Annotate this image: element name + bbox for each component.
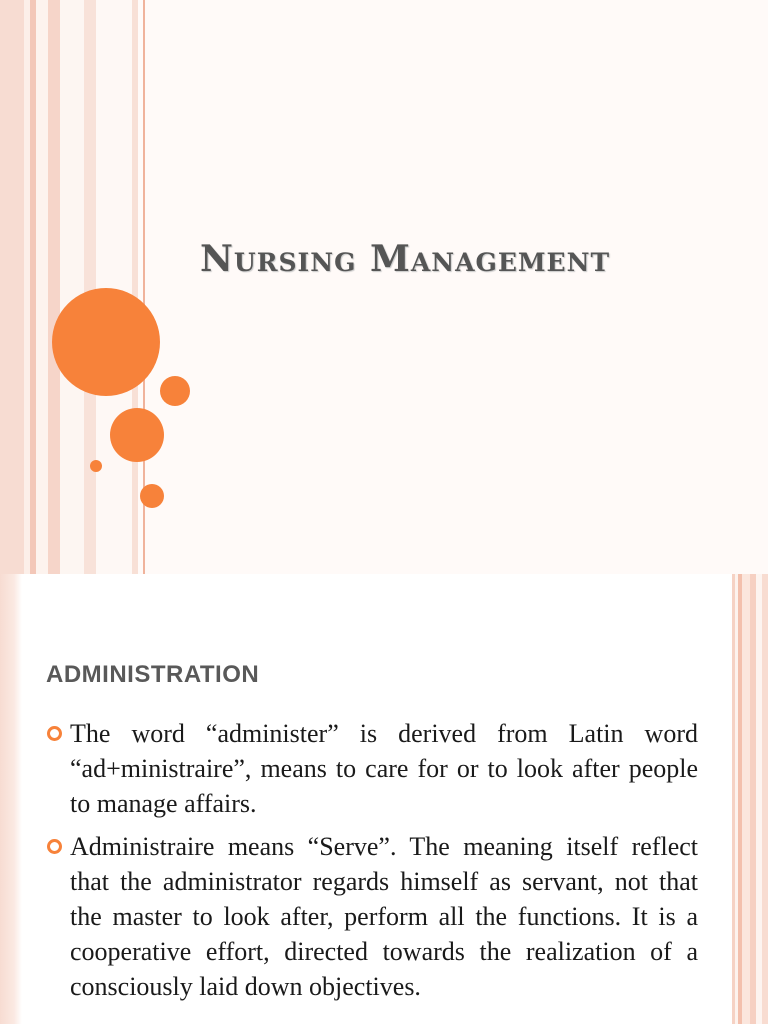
section-heading: ADMINISTRATION bbox=[46, 661, 260, 688]
bullet-circle-icon bbox=[47, 726, 62, 741]
decorative-stripe-left bbox=[0, 574, 22, 1024]
decorative-stripes-left bbox=[0, 0, 150, 574]
decorative-stripes-right bbox=[732, 574, 768, 1024]
decorative-circle-large bbox=[52, 288, 160, 396]
decorative-circle-small bbox=[160, 376, 190, 406]
decorative-circle-medium bbox=[110, 408, 164, 462]
bullet-text: The word “administer” is derived from Latin word “ad+ministraire”, means to care for or to look after people to manage affairs. bbox=[70, 719, 698, 818]
list-item bbox=[46, 716, 698, 821]
slide-title: Nursing Management bbox=[200, 238, 611, 280]
bullet-circle-icon bbox=[47, 839, 62, 854]
decorative-circle-small bbox=[140, 484, 164, 508]
decorative-circle-tiny bbox=[90, 460, 102, 472]
content-slide bbox=[0, 574, 768, 1024]
bullet-text: Administraire means “Serve”. The meaning itself reflect that the administrator regards himself as servant, not that the master to look after, perform all the functions. It is a cooperative effort, directed towards the realization of a consciously laid down objectives. bbox=[70, 832, 698, 1001]
bullet-list bbox=[46, 716, 698, 1012]
list-item bbox=[46, 829, 698, 1004]
